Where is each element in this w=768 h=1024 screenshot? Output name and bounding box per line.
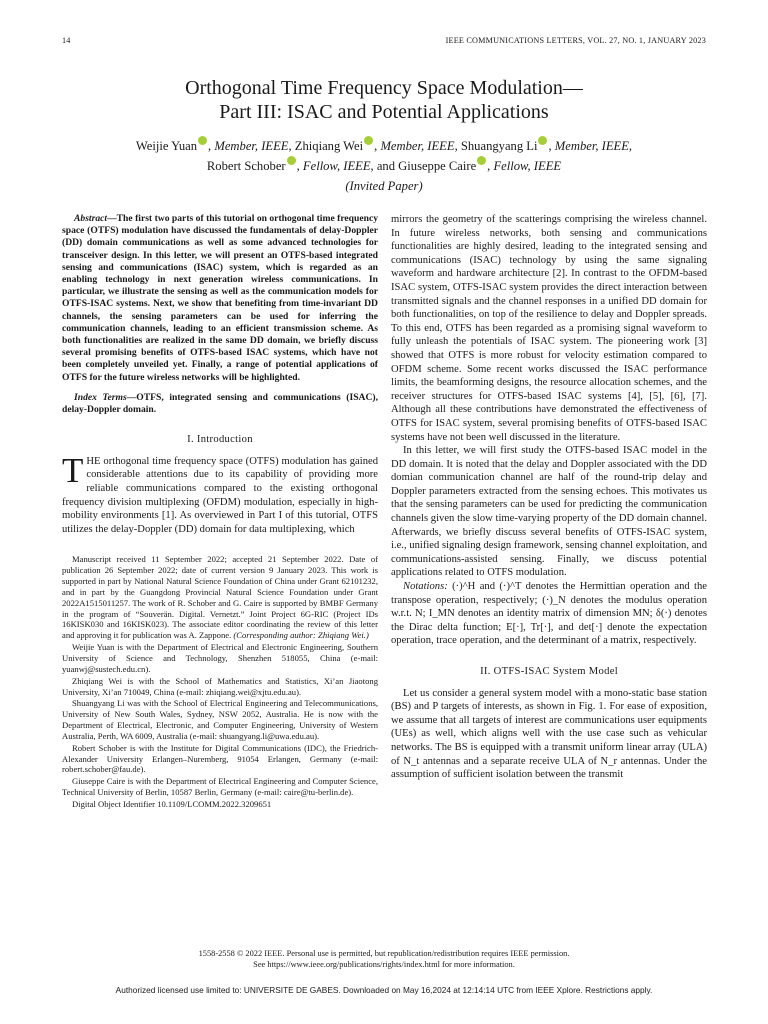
- journal-info: IEEE COMMUNICATIONS LETTERS, VOL. 27, NO. 1, JANUARY 2023: [445, 36, 706, 45]
- paper-title: [62, 76, 706, 124]
- author-role: Fellow, IEEE: [493, 159, 562, 173]
- author-role: Member, IEEE: [554, 139, 629, 153]
- rights-line: See https://www.ieee.org/publications/rights/index.html for more information.: [253, 960, 515, 969]
- footnote-schober: Robert Schober is with the Institute for Digital Communications (IDC), the Friedrich-Alexander University Erlangen–Nuremberg, 91054 Erlangen, Germany (e-mail: robert.schober@fau.de).: [62, 742, 378, 775]
- abstract-text: The first two parts of this tutorial on orthogonal time frequency space (OTFS) modulation have discussed the fundamentals of delay-Doppler (DD) domain communications as well as some advanced technologies for transceiver design. In this letter, we will present an OTFS-based integrated sensing and communications (ISAC) system, which is regarded as an enabling technology in next generation wireless communications. In particular, we illustrate the sensing as well as the communication models for OTFS-ISAC systems. Next, we show that benefiting from time-invariant DD channels, the sensing parameters can be used for inferring the communication channels, leading to an efficient transmission scheme. As both functionalities are realized in the same DD domain, we briefly discuss several promising benefits of OTFS-based ISAC systems, which have not been completely unveiled yet. Finally, a range of potential applications of OTFS for the future wireless networks will be highlighted.: [62, 213, 378, 383]
- orcid-icon[interactable]: [538, 136, 547, 145]
- authorized-use-line: Authorized licensed use limited to: UNIVERSITE DE GABES. Downloaded on May 16,2024 at 12:14:14 UTC from IEEE Xplore. Restrictions apply.: [115, 985, 653, 995]
- author-name: Robert Schober: [206, 159, 286, 173]
- page-number: 14: [62, 36, 71, 45]
- intro-text: HE orthogonal time frequency space (OTFS) modulation has gained considerable attentions due to its capability of providing more reliable communications compared to the existing orthogonal frequency division multiplexing (OFDM) modulation, especially in high-mobility environments [1]. As overviewed in Part I of this tutorial, OTFS utilizes the delay-Doppler (DD) domain for data multiplexing, which: [62, 455, 378, 535]
- copyright-block: [62, 948, 706, 970]
- title-line-2: Part III: ISAC and Potential Applications: [219, 101, 549, 123]
- footnote-li: Shuangyang Li was with the School of Electrical Engineering and Telecommunications, University of New South Wales, Sydney, NSW 2052, Australia. He is now with the Department of Electrical, Electronic, and Computer Engineering, University of Western Australia, Perth, WA 6009, Australia (e-mail: shuangyang.li@uwa.edu.au).: [62, 698, 378, 741]
- footnote-corresponding: (Corresponding author: Zhiqiang Wei.): [233, 630, 369, 641]
- right-column: [391, 213, 707, 782]
- title-line-1: Orthogonal Time Frequency Space Modulation—: [185, 77, 583, 99]
- system-model-paragraph: Let us consider a general system model with a mono-static base station (BS) and P targets of interests, as shown in Fig. 1. For ease of exposition, we assume that all targets of interest are communications user equipments (UEs) as well, which aligns well with the use case such as vehicular networks. The BS is equipped with a transmit uniform linear array (ULA) of N_t antennas and a separate receive ULA of N_r antennas. Under the assumption of sufficient isolation between the transmit: [391, 687, 707, 781]
- author-block: [62, 136, 706, 196]
- author-name: Shuangyang Li: [460, 139, 538, 153]
- index-terms-label: Index Terms: [74, 391, 127, 403]
- drop-cap: T: [62, 450, 84, 490]
- orcid-icon[interactable]: [198, 136, 207, 145]
- author-role: Fellow, IEEE: [302, 159, 371, 173]
- author-name: Giuseppe Caire: [398, 159, 477, 173]
- author-name: Zhiqiang Wei: [294, 139, 364, 153]
- footnote-doi: Digital Object Identifier 10.1109/LCOMM.2022.3209651: [72, 798, 272, 809]
- copyright-line: 1558-2558 © 2022 IEEE. Personal use is permitted, but republication/redistribution requires IEEE permission.: [198, 949, 570, 958]
- running-header: [62, 36, 706, 50]
- footnote-manuscript: Manuscript received 11 September 2022; accepted 21 September 2022. Date of publication 26 September 2022; date of current version 9 January 2023. This work is supported in part by National Natural Science Foundation of China under Grant 62101232, and in part by the Guangdong Provincial Natural Science Foundation under Grant 2022A1515011257. The work of R. Schober and G. Caire is supported by BMBF Germany in the program of “Souverän. Digital. Vernetzt.” Joint Project 6G-RIC (Project IDs 16KISK030 and 16KISK023). The associate editor coordinating the review of this letter and approving it for publication was A. Zappone.: [62, 554, 378, 641]
- footnote-wei: Zhiqiang Wei is with the School of Mathematics and Statistics, Xi’an Jiaotong University, Xi’an 710049, China (e-mail: zhiqiang.wei@xjtu.edu.au).: [62, 675, 378, 697]
- index-terms-text: OTFS, integrated sensing and communications (ISAC), delay-Doppler domain.: [62, 391, 378, 416]
- orcid-icon[interactable]: [364, 136, 373, 145]
- author-line-2: Robert Schober , Fellow, IEEE, and Giuseppe Caire , Fellow, IEEE: [62, 156, 706, 176]
- section-heading-introduction: I. Introduction: [187, 434, 253, 446]
- notations-label: Notations:: [403, 581, 448, 593]
- author-role: Member, IEEE: [214, 139, 289, 153]
- author-connector: and: [376, 159, 396, 173]
- intro-paragraph-2: In this letter, we will first study the OTFS-based ISAC model in the DD domain. It is noted that the delay and Doppler associated with the DD domian communication channel are half of the round-trip delay and Doppler parameters extracted from the sensing echoes. This motivates us that the sensing parameters can be used for predicting the communication channels given the slow time-varying property of the DD domain channel. Afterwards, we briefly discuss several benefits of OTFS-ISAC system, i.e., unified signaling design framework, sensing channel exploitation, and communications-assisted sensing. Finally, we discuss potential applications related to OTFS modulation.: [391, 445, 707, 579]
- author-name: Weijie Yuan: [135, 139, 198, 153]
- invited-paper-label: (Invited Paper): [345, 179, 423, 193]
- footnote-yuan: Weijie Yuan is with the Department of Electrical and Electronic Engineering, Southern University of Science and Technology, Shenzhen 518055, China (e-mail: yuanwj@sustech.edu.cn).: [62, 642, 378, 674]
- orcid-icon[interactable]: [287, 156, 296, 165]
- notations-paragraph: [391, 580, 707, 648]
- left-column: [62, 213, 378, 811]
- footnotes: [62, 554, 378, 809]
- footnote-caire: Giuseppe Caire is with the Department of Electrical Engineering and Computer Science, Technical University of Berlin, 10587 Berlin, Germany (e-mail: caire@tu-berlin.de).: [62, 776, 378, 798]
- intro-continuation: mirrors the geometry of the scatterings comprising the wireless channel. In future wireless networks, both sensing and communications functionalities are highly desired, leading to the integrated sensing and communications (ISAC) technology by using the same signaling waveform and hardware architecture [2]. In contrast to the OFDM-based ISAC system, OTFS-ISAC system provides the direct interaction between transmitted signals and the channel responses in a unified DD domain for both functionalities, on top of the resilience to delay and Doppler spreads. To this end, OTFS has been regarded as a promising signal waveform to fully unleash the potentials of ISAC system. The pioneering work [3] showed that OTFS is more robust for velocity estimation compared to OFDM scheme. Some recent works discussed the ISAC performance limits, the beamforming designs, the resource allocation schemes, and the receiver structures for OTFS-based ISAC systems [4], [5], [6], [7]. Although all these contributions have demonstrated the effectiveness of OTFS for ISAC system, several promising benefits of OTFS-based ISAC systems have not been well discussed in the literature.: [391, 214, 707, 443]
- abstract: Abstract—The first two parts of this tutorial on orthogonal time frequency space (OTFS) modulation have discussed the fundamentals of delay-Doppler (DD) domain communications as well as some advanced technologies for transceiver design. In this letter, we will present an OTFS-based integrated sensing and communications (ISAC) system, which is regarded as an enabling technology in next generation wireless communications. In particular, we illustrate the sensing as well as the communication models for OTFS-ISAC systems. Next, we show that benefiting from time-invariant DD channels, the sensing parameters can be used for inferring the communication channels, leading to an efficient transmission scheme. As both functionalities are realized in the same DD domain, we briefly discuss several promising benefits of OTFS-based ISAC systems, which have not been completely unveiled yet. Finally, a range of potential applications of OTFS for the future wireless networks will be highlighted.: [62, 213, 378, 383]
- abstract-label: Abstract: [74, 213, 108, 224]
- orcid-icon[interactable]: [477, 156, 486, 165]
- index-terms: Index Terms—OTFS, integrated sensing and communications (ISAC), delay-Doppler domain.: [62, 391, 378, 416]
- author-line-1: Weijie Yuan , Member, IEEE, Zhiqiang Wei , Member, IEEE, Shuangyang Li , Member, IEEE,: [62, 136, 706, 156]
- section-heading-system-model: II. OTFS-ISAC System Model: [480, 666, 618, 677]
- intro-paragraph: [62, 450, 378, 537]
- author-role: Member, IEEE: [380, 139, 455, 153]
- notations-text: (·)^H and (·)^T denotes the Hermittian operation and the transpose operation, respectively; (·)_N denotes the modulus operation w.r.t. N; I_MN denotes an identity matrix of dimension MN; δ(·) denotes the Dirac delta function; E[·], Tr[·], and det[·] denote the expectation operation, trace operation, and the determinant of a matrix, respectively.: [391, 581, 707, 647]
